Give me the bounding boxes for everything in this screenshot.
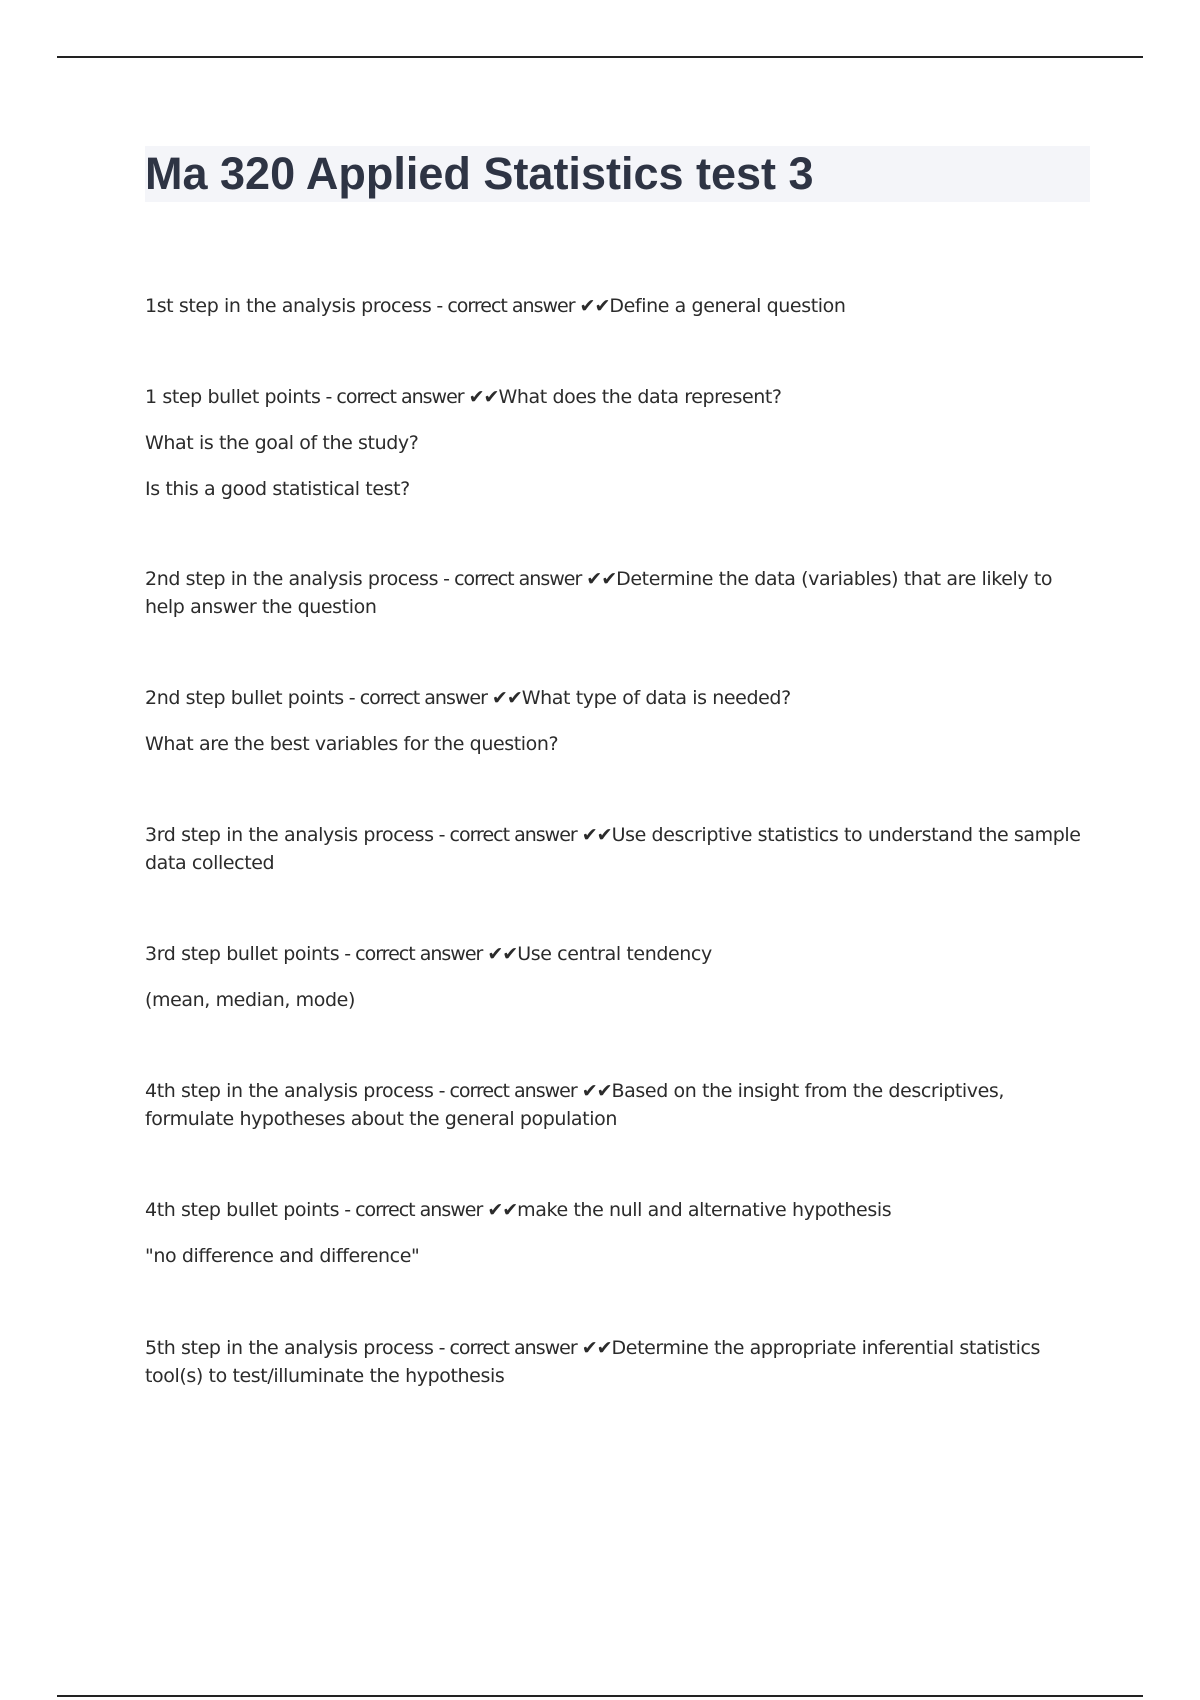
answer-text: What does the data represent? — [498, 386, 782, 408]
qa-item — [145, 940, 1090, 1014]
qa-line — [145, 821, 1090, 877]
check-marker: - correct answer ✔✔ — [343, 687, 522, 709]
answer-text: Use descriptive statistics to understand the sample data collected — [145, 824, 1081, 874]
qa-line — [145, 940, 1090, 968]
question-text: 2nd step bullet points — [145, 687, 344, 709]
check-marker: - correct answer ✔✔ — [433, 1080, 612, 1102]
answer-text: Determine the appropriate inferential statistics tool(s) to test/illuminate the hypothesis — [145, 1337, 1041, 1387]
check-marker: - correct answer ✔✔ — [433, 824, 612, 846]
top-rule — [57, 56, 1143, 58]
qa-item — [145, 1196, 1090, 1270]
question-text: 3rd step bullet points — [145, 943, 340, 965]
qa-item — [145, 383, 1090, 503]
qa-item — [145, 565, 1090, 621]
qa-item — [145, 684, 1090, 758]
question-text: 5th step in the analysis process — [145, 1337, 434, 1359]
check-marker: - correct answer ✔✔ — [431, 295, 610, 317]
answer-text: make the null and alternative hypothesis — [517, 1199, 892, 1221]
answer-extra-line: Is this a good statistical test? — [145, 478, 410, 500]
qa-line — [145, 292, 1090, 320]
answer-extra-line: What are the best variables for the question? — [145, 733, 559, 755]
check-marker: - correct answer ✔✔ — [438, 568, 617, 590]
answer-extra-line: What is the goal of the study? — [145, 432, 419, 454]
question-text: 4th step bullet points — [145, 1199, 340, 1221]
bottom-rule — [57, 1695, 1143, 1697]
question-text: 1st step in the analysis process — [145, 295, 432, 317]
answer-text: Use central tendency — [517, 943, 712, 965]
answer-extra-line: "no difference and difference" — [145, 1245, 420, 1267]
qa-line — [145, 1334, 1090, 1390]
check-marker: - correct answer ✔✔ — [339, 943, 518, 965]
question-text: 4th step in the analysis process — [145, 1080, 434, 1102]
qa-line — [145, 1196, 1090, 1224]
qa-line — [145, 684, 1090, 712]
answer-text: Define a general question — [609, 295, 846, 317]
qa-line — [145, 565, 1090, 621]
question-text: 2nd step in the analysis process — [145, 568, 439, 590]
question-text: 3rd step in the analysis process — [145, 824, 434, 846]
check-marker: - correct answer ✔✔ — [320, 386, 499, 408]
question-text: 1 step bullet points — [145, 386, 321, 408]
qa-item — [145, 1077, 1090, 1133]
qa-line — [145, 383, 1090, 411]
answer-text: What type of data is needed? — [521, 687, 791, 709]
qa-item — [145, 821, 1090, 877]
qa-line — [145, 1077, 1090, 1133]
answer-text: Determine the data (variables) that are likely to help answer the question — [145, 568, 1053, 618]
qa-item — [145, 1334, 1090, 1390]
qa-item — [145, 292, 1090, 320]
answer-extra-line: (mean, median, mode) — [145, 989, 355, 1011]
check-marker: - correct answer ✔✔ — [433, 1337, 612, 1359]
check-marker: - correct answer ✔✔ — [339, 1199, 518, 1221]
page-title: Ma 320 Applied Statistics test 3 — [145, 146, 1090, 202]
answer-text: Based on the insight from the descriptives, formulate hypotheses about the general population — [145, 1080, 1005, 1130]
